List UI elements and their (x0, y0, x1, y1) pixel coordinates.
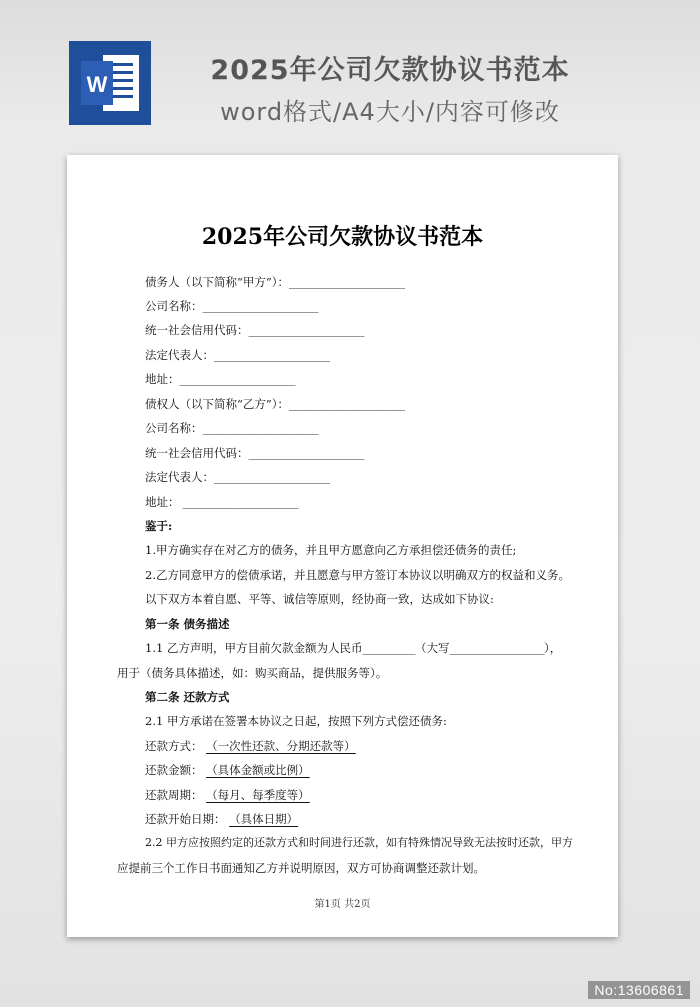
repay-period-line (145, 787, 310, 803)
creditor-address-line: 地址： ______________________ (145, 495, 299, 509)
agreement-intro: 以下双方本着自愿、平等、诚信等原则，经协商一致，达成如下协议: (145, 592, 494, 606)
image-id-watermark: No:13606861 (588, 981, 690, 999)
creditor-company-label: 公司名称： (145, 421, 203, 435)
whereas-clause-1: 1.甲方确实存在对乙方的债务，并且甲方愿意向乙方承担偿还债务的责任; (145, 543, 517, 557)
repay-method-line (145, 738, 356, 754)
repay-period-value: （每月、每季度等） (206, 788, 310, 802)
creditor-legal-rep-label: 法定代表人： (145, 470, 214, 484)
banner (0, 0, 700, 140)
document-title: 2025年公司欠款协议书范本 (201, 224, 484, 250)
banner-subtitle: word格式/A4大小/内容可修改 (220, 98, 560, 126)
repay-amount-value: （具体金额或比例） (206, 763, 310, 777)
debtor-address-line: 地址：______________________ (145, 372, 295, 386)
debtor-legal-rep-line: 法定代表人：______________________ (145, 348, 330, 362)
article-2-2-line-2: 应提前三个工作日书面通知乙方并说明原因，双方可协商调整还款计划。 (117, 861, 485, 875)
article-1-1-close: ）， (543, 641, 562, 655)
repay-start-value: （具体日期） (229, 812, 299, 826)
creditor-company-line: 公司名称：______________________ (145, 421, 318, 435)
debtor-company-line: 公司名称：______________________ (145, 299, 318, 313)
word-document-icon (69, 41, 151, 125)
article-2-2-line-1: 2.2 甲方应按照约定的还款方式和时间进行还款，如有特殊情况导致无法按时还款，甲方 (145, 836, 573, 849)
repay-start-line (145, 811, 298, 827)
debtor-heading: 债务人（以下简称“甲方”）： (145, 275, 290, 289)
article-2-title: 第二条 还款方式 (145, 690, 230, 704)
article-1-1-line: 1.1 乙方声明，甲方目前欠款金额为人民币__________（大写__________________）， (145, 641, 562, 655)
article-1-1-uppercase-label: （大写 (414, 641, 450, 655)
whereas-clause-2: 2.乙方同意甲方的偿债承诺，并且愿意与甲方签订本协议以明确双方的权益和义务。 (145, 568, 570, 582)
article-1-title: 第一条 债务描述 (145, 617, 230, 631)
creditor-legal-rep-line: 法定代表人：______________________ (145, 470, 330, 484)
article-2-1: 2.1 甲方承诺在签署本协议之日起，按照下列方式偿还债务: (145, 714, 447, 728)
creditor-address-label: 地址： (145, 495, 180, 509)
repay-method-value: （一次性还款、分期还款等） (206, 739, 356, 753)
whereas-heading: 鉴于: (145, 519, 173, 533)
creditor-credit-code-line: 统一社会信用代码：______________________ (145, 446, 364, 460)
debtor-credit-code-line: 统一社会信用代码：______________________ (145, 323, 364, 337)
debtor-credit-code-label: 统一社会信用代码： (145, 323, 249, 337)
debtor-legal-rep-label: 法定代表人： (145, 348, 214, 362)
repay-start-label: 还款开始日期： (145, 812, 226, 826)
debtor-address-label: 地址： (145, 372, 180, 386)
debtor-company-label: 公司名称： (145, 299, 203, 313)
document-page (67, 155, 618, 937)
page-number: 第1页 共2页 (314, 899, 371, 910)
repay-method-label: 还款方式： (145, 739, 203, 753)
creditor-heading-line: 债权人（以下简称“乙方”）：______________________ (145, 397, 405, 411)
creditor-credit-code-label: 统一社会信用代码： (145, 446, 249, 460)
repay-amount-label: 还款金额： (145, 763, 203, 777)
creditor-heading: 债权人（以下简称“乙方”）： (145, 397, 290, 411)
repay-period-label: 还款周期： (145, 788, 203, 802)
banner-title: 2025年公司欠款协议书范本 (210, 55, 570, 86)
repay-amount-line (145, 762, 310, 778)
svg-text:W: W (86, 72, 108, 97)
article-1-1-text: 1.1 乙方声明，甲方目前欠款金额为人民币 (145, 641, 363, 655)
debtor-heading-line: 债务人（以下简称“甲方”）：______________________ (145, 275, 405, 289)
article-1-1-continued: 用于（债务具体描述，如：购买商品，提供服务等）。 (117, 666, 388, 680)
